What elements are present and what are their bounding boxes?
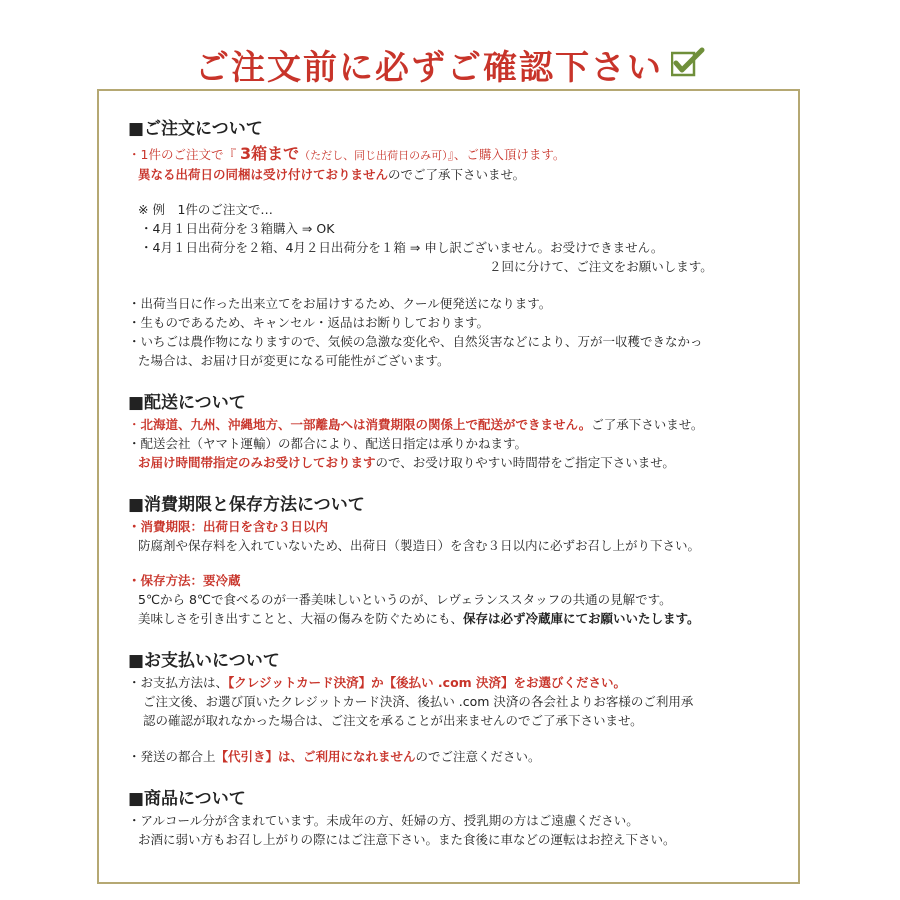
payment-approval-1: ご注文後、お選び頂いたクレジットカード決済、後払い .com 決済の各会社よりお客様のご利用承	[143, 694, 694, 709]
order-limit-prefix: ・1件のご注文で『	[128, 147, 240, 162]
payment-method-line	[128, 673, 778, 692]
order-note-weather: ・いちごは農作物になりますので、気候の急激な変化や、自然災害などにより、万が一収穫できなかっ	[128, 334, 703, 349]
shipping-heading: ■配送について	[128, 393, 246, 413]
order-bundle-warning: 異なる出荷日の同梱は受け付けておりません	[138, 167, 389, 182]
order-bundle-rest: のでご了承下さいませ。	[388, 167, 526, 182]
storage-body-2a: 美味しさを引き出すことと、大福の傷みを防ぐためにも、	[138, 611, 464, 626]
expiry-section	[128, 490, 778, 628]
payment-section	[128, 646, 778, 766]
expiry-body: 防腐剤や保存料を入れていないため、出荷日（製造日）を含む３日以内に必ずお召し上がり下さい。	[138, 538, 701, 553]
order-section	[128, 114, 778, 370]
storage-body-2	[128, 609, 778, 628]
order-note-cancel: ・生ものであるため、キャンセル・返品はお断りしております。	[128, 315, 490, 330]
order-limit-count: 3箱まで	[239, 144, 300, 163]
order-limit-condition: （ただし、同じ出荷日のみ可）	[299, 149, 448, 162]
payment-method-options: 【クレジットカード決済】か【後払い .com 決済】をお選びください。	[228, 675, 627, 690]
product-heading: ■商品について	[128, 789, 246, 809]
page-title	[0, 40, 900, 90]
payment-cod-line	[128, 747, 778, 766]
shipping-area-warning: 北海道、九州、沖縄地方、一部離島へは消費期限の関係上で配送ができません。	[140, 417, 592, 432]
shipping-date-line: ・配送会社（ヤマト運輸）の都合により、配送日指定は承りかねます。	[128, 436, 528, 451]
payment-approval-2: 認の確認が取れなかった場合は、ご注文を承ることが出来ませんのでご了承下さいませ。	[143, 713, 643, 728]
example-ok: ・4月１日出荷分を３箱購入 ⇒ OK	[140, 221, 335, 236]
expiry-label: ・消費期限：出荷日を含む３日以内	[128, 519, 329, 534]
order-heading: ■ご注文について	[128, 119, 263, 139]
payment-cod-rest: のでご注意ください。	[415, 749, 541, 764]
order-limit-suffix: 』、ご購入頂けます。	[447, 147, 566, 162]
checkbox-check-icon	[671, 46, 705, 86]
order-bundle-line	[128, 165, 778, 184]
page-title-text: ご注文前に必ずご確認下さい	[195, 48, 663, 88]
product-caution-line: お酒に弱い方もお召し上がりの際にはご注意下さい。また食後に車などの運転はお控え下さい。	[138, 832, 676, 847]
payment-cod-prefix: ・発送の都合上	[128, 749, 216, 764]
shipping-area-line	[128, 415, 778, 434]
notice-content	[128, 114, 778, 849]
storage-body-2b: 保存は必ず冷蔵庫にてお願いいたします。	[463, 611, 700, 626]
payment-heading: ■お支払いについて	[128, 651, 280, 671]
order-limit-line	[128, 144, 778, 165]
shipping-area-rest: ご了承下さいませ。	[591, 417, 704, 432]
storage-body-1: 5℃から 8℃で食べるのが一番美味しいというのが、レヴェランススタッフの共通の見解です。	[138, 592, 672, 607]
shipping-area-bullet: ・	[128, 417, 141, 432]
order-note-cool: ・出荷当日に作った出来立てをお届けするため、クール便発送になります。	[128, 296, 552, 311]
payment-method-prefix: ・お支払方法は、	[128, 675, 229, 690]
shipping-time-rest: ので、お受け取りやすい時間帯をご指定下さいませ。	[375, 455, 675, 470]
example-ng-note: ２回に分けて、ご注文をお願いします。	[489, 259, 713, 274]
payment-cod-warning: 【代引き】は、ご利用になれません	[215, 749, 416, 764]
expiry-heading: ■消費期限と保存方法について	[128, 495, 365, 515]
storage-label: ・保存方法：要冷蔵	[128, 573, 241, 588]
shipping-time-red: お届け時間帯指定のみお受けしております	[138, 455, 376, 470]
shipping-time-line	[128, 453, 778, 472]
example-title: ※ 例 1件のご注文で…	[138, 202, 273, 217]
product-section	[128, 784, 778, 849]
example-ng: ・4月１日出荷分を２箱、4月２日出荷分を１箱 ⇒ 申し訳ございません。お受けできません。	[140, 240, 664, 255]
order-note-weather-cont: た場合は、お届け日が変更になる可能性がございます。	[138, 353, 450, 368]
product-alcohol-line: ・アルコール分が含まれています。未成年の方、妊婦の方、授乳期の方はご遠慮ください。	[128, 813, 639, 828]
shipping-section	[128, 388, 778, 472]
